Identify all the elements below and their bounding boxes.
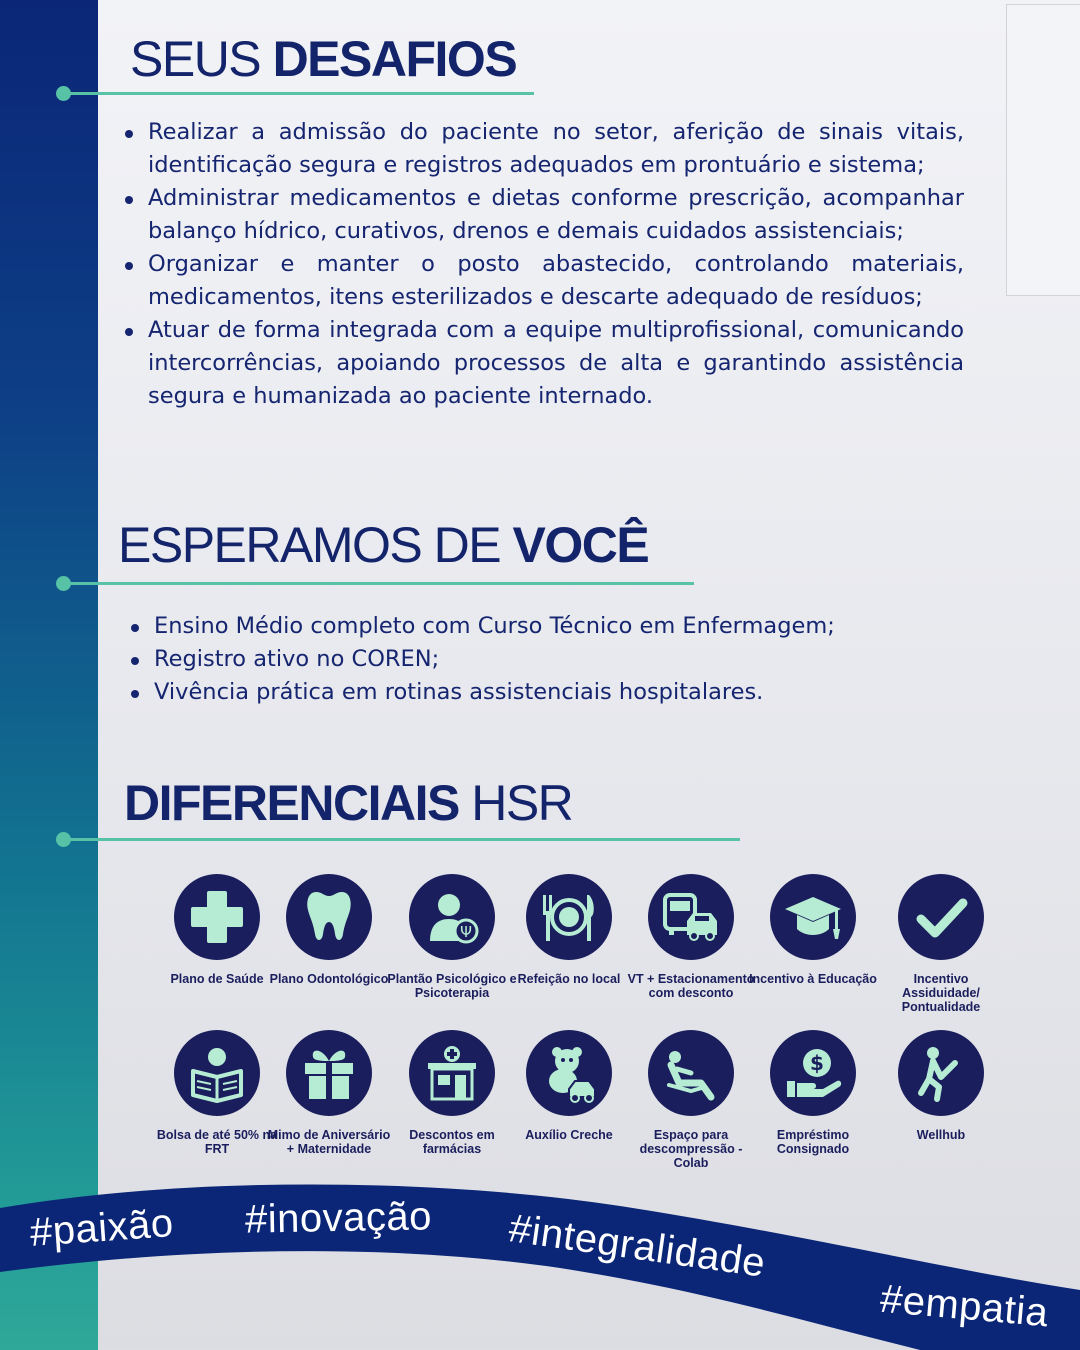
benefit-label: VT + Estacionamento com desconto [627,972,755,1000]
list-item: Registro ativo no COREN; [128,643,968,676]
benefits-title [124,774,572,832]
benefit-label: Empréstimo Consignado [776,1128,850,1156]
money-hand-icon [770,1030,856,1116]
list-item: Vivência prática em rotinas assistenciais hospitalares. [128,676,968,709]
list-item: Realizar a admissão do paciente no setor, aferição de sinais vitais, identificação segura e registros adequados em prontuário e sistema; [122,116,964,182]
list-item: Administrar medicamentos e dietas conforme prescrição, acompanhar balanço hídrico, curativos, drenos e demais cuidados assistenciais; [122,182,964,248]
bus-car-icon [648,874,734,960]
benefit-label: Mimo de Aniversário + Maternidade [267,1128,391,1156]
checkmark-icon [898,874,984,960]
benefit-daycare [504,1030,634,1142]
svg-text:Ψ: Ψ [460,923,472,941]
benefit-loan [748,1030,878,1156]
hashtag-empathy: #empatia [878,1276,1051,1336]
benefit-wellhub [876,1030,1006,1142]
benefit-label: Plano de Saúde [170,972,264,986]
benefit-label: Plano Odontológico [269,972,389,986]
benefit-meal [504,874,634,986]
benefit-label: Wellhub [916,1128,966,1142]
benefit-label: Plantão Psicológico e Psicoterapia [387,972,517,1000]
benefit-education [748,874,878,986]
challenges-title-light: SEUS [130,31,261,87]
hashtag-integrality: #integralidade [506,1206,769,1286]
benefits-title-bold: DIFERENCIAIS [124,775,459,831]
toys-icon [526,1030,612,1116]
benefit-label: Espaço para descompressão - Colab [639,1128,743,1170]
requirements-rule [62,582,694,585]
challenges-list [122,116,964,413]
tooth-icon [286,874,372,960]
benefits-rule [62,838,740,841]
pharmacy-icon [409,1030,495,1116]
svg-text:$: $ [810,1051,824,1075]
requirements-title [118,516,648,574]
benefit-label: Auxílio Creche [525,1128,613,1142]
benefit-label: Incentivo à Educação [749,972,877,986]
benefit-label: Bolsa de até 50% na FRT [156,1128,278,1156]
benefit-attendance [876,874,1006,1014]
medical-cross-icon [174,874,260,960]
benefit-label: Descontos em farmácias [409,1128,495,1156]
benefit-label: Incentivo Assiduidade/ Pontualidade [901,972,981,1014]
benefit-label: Refeição no local [517,972,621,986]
hashtag-innovation: #inovação [244,1194,433,1242]
graduation-cap-icon [770,874,856,960]
recliner-icon [648,1030,734,1116]
list-item: Organizar e manter o posto abastecido, controlando materiais, medicamentos, itens esterilizados e descarte adequado de resíduos; [122,248,964,314]
benefit-health-plan [152,874,282,986]
student-reading-icon [174,1030,260,1116]
list-item: Ensino Médio completo com Curso Técnico em Enfermagem; [128,610,968,643]
psychologist-icon [409,874,495,960]
benefit-pharmacy [387,1030,517,1156]
benefits-title-light: HSR [471,775,573,831]
benefit-relax-space [626,1030,756,1170]
list-item: Atuar de forma integrada com a equipe multiprofissional, comunicando intercorrências, apoiando processos de alta e garantindo assistência segura e humanizada ao paciente internado. [122,314,964,413]
benefit-gift [264,1030,394,1156]
challenges-title [130,30,516,88]
requirements-list [128,610,968,709]
requirements-title-light: ESPERAMOS DE [118,517,501,573]
hashtag-passion: #paixão [28,1201,175,1255]
side-panel-box [1006,4,1080,296]
benefit-psychology [387,874,517,1000]
benefit-scholarship [152,1030,282,1156]
fitness-icon [898,1030,984,1116]
benefit-dental-plan [264,874,394,986]
meal-icon [526,874,612,960]
challenges-title-bold: DESAFIOS [272,31,517,87]
challenges-rule [62,92,534,95]
requirements-title-bold: VOCÊ [512,517,649,573]
gift-icon [286,1030,372,1116]
left-gradient-bar [0,0,98,1350]
benefit-transport [626,874,756,1000]
